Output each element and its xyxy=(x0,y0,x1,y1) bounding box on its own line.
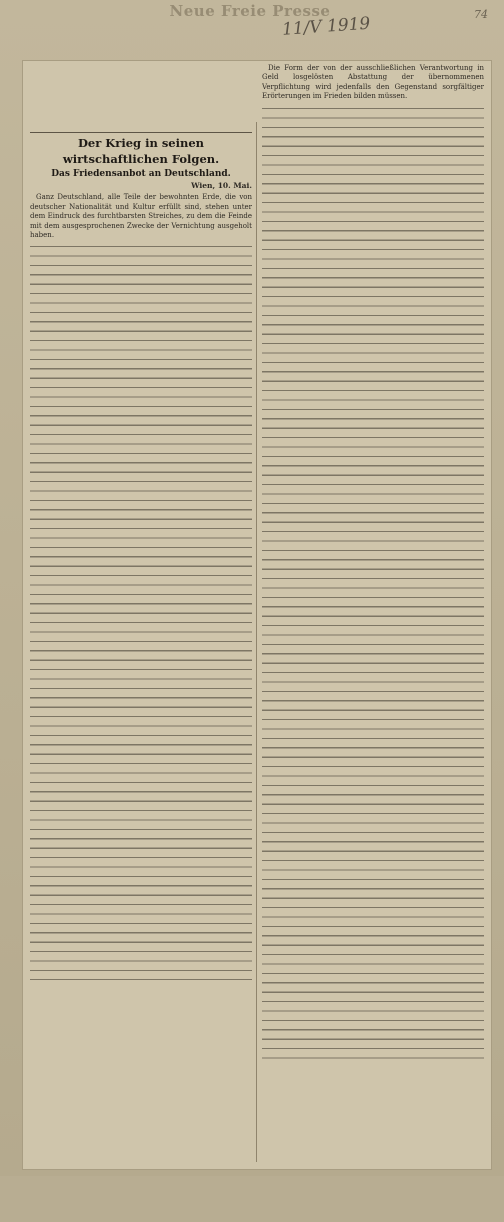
article-body-text xyxy=(30,240,252,980)
column-divider xyxy=(256,122,257,1162)
masthead: Neue Freie Presse xyxy=(169,2,331,20)
article-headline: Der Krieg in seinen wirtschaftlichen Folgen. xyxy=(62,136,220,166)
article-subheadline: Das Friedensanbot an Deutschland. xyxy=(51,169,231,180)
article-paragraph: Die Form der von der ausschließlichen Verantwortung in Geld losgelösten Abstattung der übernommenen Verpflichtung wird jedenfalls den Gegenstand sorgfältiger Erörterungen im Frieden bilden müssen. xyxy=(262,64,484,101)
right-column xyxy=(262,64,484,1162)
article-dateline: Wien, 10. Mai. xyxy=(191,181,252,191)
handwritten-date: 11/V 1919 xyxy=(281,13,371,40)
article-body-text xyxy=(262,102,484,1062)
newspaper-clipping xyxy=(22,60,492,1170)
page-number: 74 xyxy=(474,8,488,21)
article-paragraph: Ganz Deutschland, alle Teile der bewohnten Erde, die von deutscher Nationalität und Kultur erfüllt sind, stehen unter dem Eindruck des furchtbarsten Streiches, zu dem die Feinde mit dem ausgesprochenen Zwecke der Vernichtung ausgeholt haben. xyxy=(30,193,252,240)
top-rule xyxy=(30,132,252,133)
left-column xyxy=(30,130,252,1222)
